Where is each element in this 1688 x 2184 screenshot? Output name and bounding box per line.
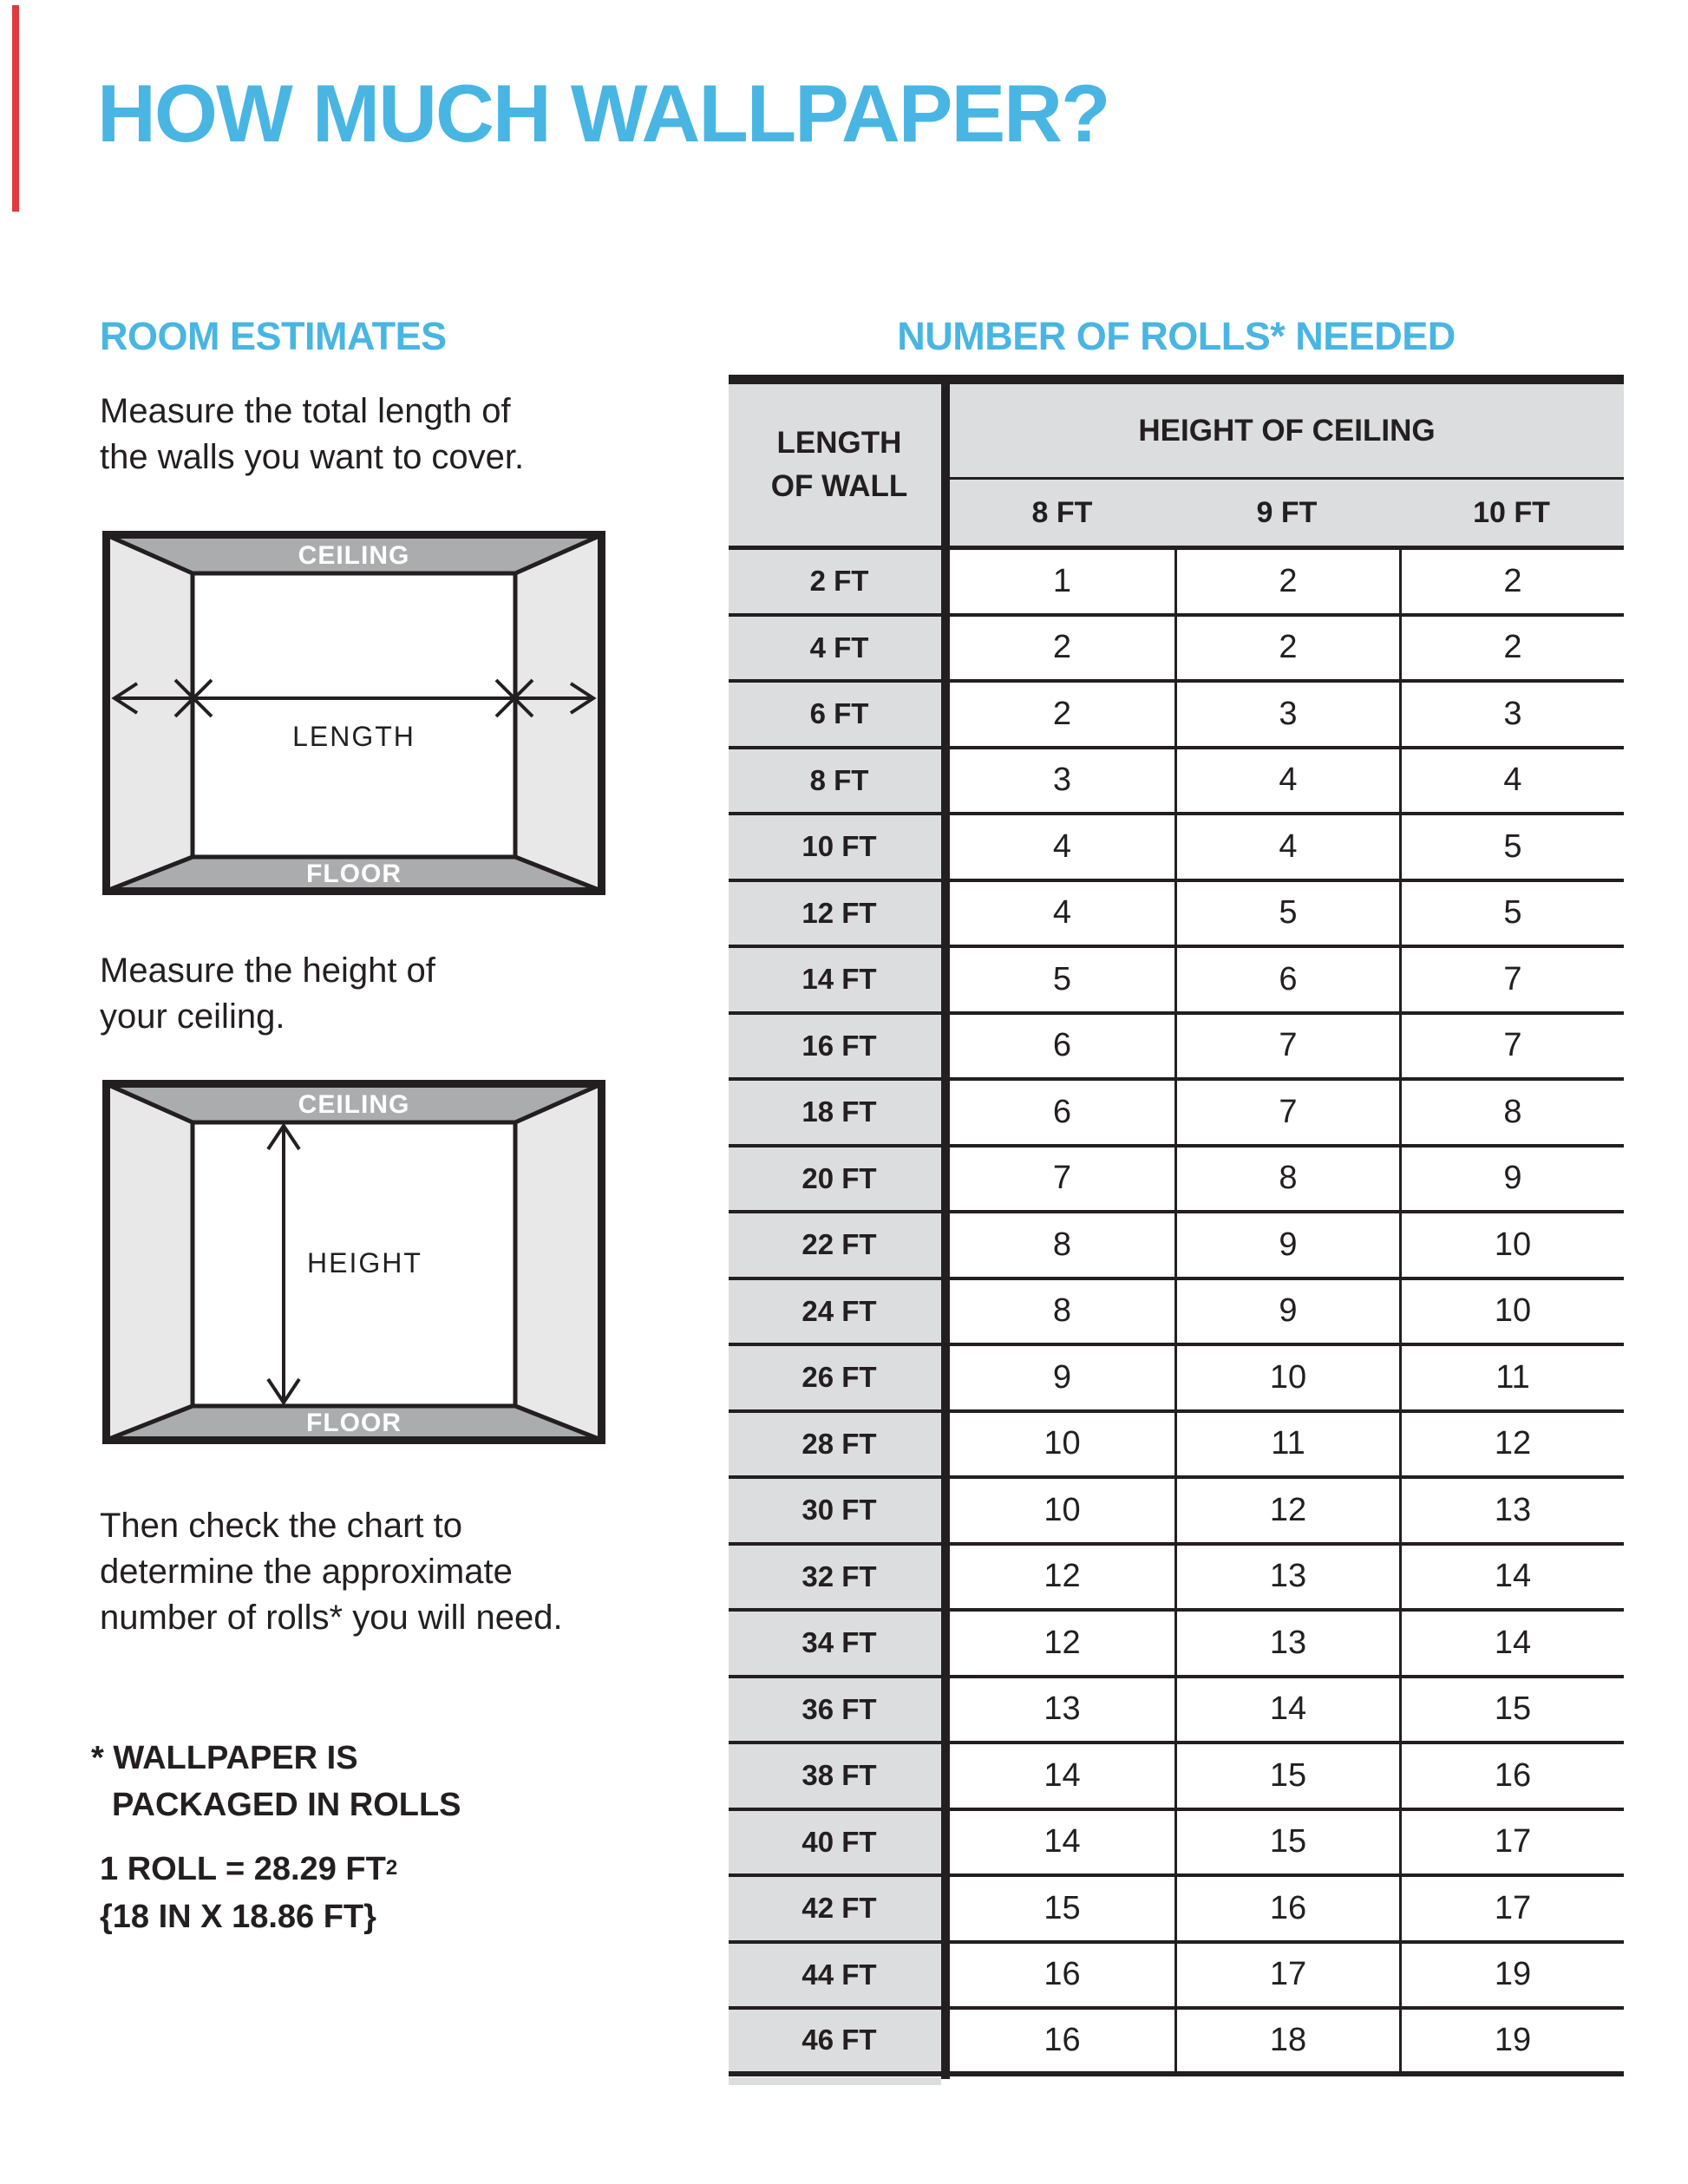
value-cell-8ft: 15: [950, 1877, 1174, 1944]
row-label-cell: 38 FT: [729, 1744, 950, 1811]
floor-label: FLOOR: [306, 1409, 402, 1437]
row-label-cell: 12 FT: [729, 882, 950, 949]
room-diagram-height: [102, 1080, 605, 1444]
value-cell-8ft: 4: [950, 815, 1174, 882]
ceiling-label: CEILING: [298, 1090, 410, 1119]
value-cell-10ft: 13: [1399, 1479, 1624, 1546]
back-wall: [193, 573, 515, 857]
value-cell-8ft: 1: [950, 550, 1174, 617]
value-cell-9ft: 7: [1174, 1081, 1399, 1148]
column-header-10ft: 10 FT: [1473, 495, 1550, 529]
value-cell-8ft: 8: [950, 1213, 1174, 1280]
table-row-header-cell: [729, 384, 950, 546]
rolls-table: [729, 550, 1624, 2076]
instruction-line: Measure the total length of: [100, 392, 511, 430]
row-label-cell: 28 FT: [729, 1413, 950, 1480]
row-header-line: LENGTH: [776, 426, 902, 460]
footnote-rolls: [91, 1735, 461, 1828]
value-cell-10ft: 17: [1399, 1811, 1624, 1878]
row-label-cell: 42 FT: [729, 1877, 950, 1944]
instruction-check-chart: [100, 1503, 563, 1641]
ceiling-label: CEILING: [298, 541, 410, 570]
value-cell-9ft: 13: [1174, 1546, 1399, 1612]
value-cell-10ft: 8: [1399, 1081, 1624, 1148]
value-cell-9ft: 5: [1174, 882, 1399, 949]
row-label-cell: 16 FT: [729, 1015, 950, 1082]
instruction-line: Measure the height of: [100, 951, 435, 990]
value-cell-8ft: 2: [950, 617, 1174, 683]
value-cell-9ft: 4: [1174, 815, 1399, 882]
value-cell-9ft: 11: [1174, 1413, 1399, 1480]
superscript-2: 2: [385, 1856, 398, 1880]
row-label-cell: 4 FT: [729, 617, 950, 683]
value-cell-9ft: 16: [1174, 1877, 1399, 1944]
instruction-line: determine the approximate: [100, 1553, 513, 1591]
row-label-cell: 30 FT: [729, 1479, 950, 1546]
value-cell-8ft: 6: [950, 1081, 1174, 1148]
value-cell-10ft: 14: [1399, 1546, 1624, 1612]
page-title: HOW MUCH WALLPAPER?: [97, 68, 1109, 159]
value-cell-8ft: 16: [950, 2010, 1174, 2076]
row-label-cell: 40 FT: [729, 1811, 950, 1878]
value-cell-8ft: 10: [950, 1413, 1174, 1480]
value-cell-9ft: 2: [1174, 617, 1399, 683]
column-header-9ft: 9 FT: [1256, 495, 1318, 529]
value-cell-8ft: 6: [950, 1015, 1174, 1082]
value-cell-8ft: 14: [950, 1744, 1174, 1811]
value-cell-9ft: 10: [1174, 1346, 1399, 1413]
row-header-line: OF WALL: [770, 469, 908, 503]
value-cell-8ft: 13: [950, 1678, 1174, 1745]
instruction-measure-height: [100, 948, 435, 1040]
value-cell-8ft: 2: [950, 683, 1174, 749]
value-cell-9ft: 9: [1174, 1213, 1399, 1280]
row-label-cell: 46 FT: [729, 2010, 950, 2076]
row-label-cell: 10 FT: [729, 815, 950, 882]
value-cell-9ft: 6: [1174, 948, 1399, 1015]
value-cell-10ft: 4: [1399, 749, 1624, 816]
value-cell-9ft: 3: [1174, 683, 1399, 749]
value-cell-8ft: 7: [950, 1148, 1174, 1214]
value-cell-8ft: 5: [950, 948, 1174, 1015]
value-cell-10ft: 12: [1399, 1413, 1624, 1480]
value-cell-8ft: 10: [950, 1479, 1174, 1546]
value-cell-10ft: 3: [1399, 683, 1624, 749]
value-cell-10ft: 9: [1399, 1148, 1624, 1214]
value-cell-10ft: 17: [1399, 1877, 1624, 1944]
column-group-header: HEIGHT OF CEILING: [1138, 413, 1436, 448]
value-cell-8ft: 16: [950, 1944, 1174, 2011]
row-label-cell: 34 FT: [729, 1612, 950, 1678]
row-label-cell: 24 FT: [729, 1280, 950, 1347]
value-cell-10ft: 14: [1399, 1612, 1624, 1678]
row-label-cell: 14 FT: [729, 948, 950, 1015]
value-cell-9ft: 9: [1174, 1280, 1399, 1347]
table-vertical-divider: [941, 384, 950, 2079]
section-title-rolls-needed: NUMBER OF ROLLS* NEEDED: [897, 314, 1456, 358]
value-cell-10ft: 10: [1399, 1280, 1624, 1347]
footnote-line: * WALLPAPER IS: [91, 1740, 358, 1776]
length-label: LENGTH: [292, 721, 415, 752]
row-label-cell: 22 FT: [729, 1213, 950, 1280]
roll-dimensions-line: {18 IN X 18.86 FT}: [100, 1899, 376, 1935]
row-label-cell: 36 FT: [729, 1678, 950, 1745]
instruction-line: Then check the chart to: [100, 1507, 463, 1545]
column-header-8ft: 8 FT: [1031, 495, 1093, 529]
value-cell-9ft: 15: [1174, 1744, 1399, 1811]
value-cell-8ft: 3: [950, 749, 1174, 816]
row-label-cell: 6 FT: [729, 683, 950, 749]
red-crop-mark: [12, 5, 19, 212]
value-cell-8ft: 8: [950, 1280, 1174, 1347]
value-cell-9ft: 4: [1174, 749, 1399, 816]
value-cell-10ft: 7: [1399, 948, 1624, 1015]
value-cell-10ft: 10: [1399, 1213, 1624, 1280]
value-cell-8ft: 12: [950, 1612, 1174, 1678]
value-cell-10ft: 16: [1399, 1744, 1624, 1811]
value-cell-8ft: 12: [950, 1546, 1174, 1612]
row-label-cell: 2 FT: [729, 550, 950, 617]
value-cell-9ft: 17: [1174, 1944, 1399, 2011]
row-label-cell: 26 FT: [729, 1346, 950, 1413]
row-label-cell: 44 FT: [729, 1944, 950, 2011]
value-cell-10ft: 15: [1399, 1678, 1624, 1745]
value-cell-9ft: 15: [1174, 1811, 1399, 1878]
value-cell-9ft: 7: [1174, 1015, 1399, 1082]
value-cell-9ft: 13: [1174, 1612, 1399, 1678]
section-title-room-estimates: ROOM ESTIMATES: [100, 314, 447, 358]
value-cell-9ft: 18: [1174, 2010, 1399, 2076]
instruction-line: your ceiling.: [100, 997, 285, 1036]
value-cell-8ft: 4: [950, 882, 1174, 949]
floor-label: FLOOR: [306, 860, 402, 888]
row-label-cell: 18 FT: [729, 1081, 950, 1148]
value-cell-10ft: 2: [1399, 550, 1624, 617]
right-wall: [515, 1084, 601, 1440]
value-cell-10ft: 7: [1399, 1015, 1624, 1082]
value-cell-10ft: 11: [1399, 1346, 1624, 1413]
value-cell-10ft: 19: [1399, 1944, 1624, 2011]
table-top-bar: [729, 375, 1624, 384]
label-column-stub: [729, 2077, 941, 2085]
left-wall: [107, 1084, 193, 1440]
roll-size-info: [100, 1844, 397, 1941]
instruction-line: number of rolls* you will need.: [100, 1599, 563, 1637]
instruction-line: the walls you want to cover.: [100, 438, 525, 476]
value-cell-10ft: 19: [1399, 2010, 1624, 2076]
row-label-cell: 20 FT: [729, 1148, 950, 1214]
height-label: HEIGHT: [307, 1247, 422, 1278]
value-cell-10ft: 2: [1399, 617, 1624, 683]
row-label-cell: 32 FT: [729, 1546, 950, 1612]
value-cell-10ft: 5: [1399, 815, 1624, 882]
value-cell-9ft: 14: [1174, 1678, 1399, 1745]
roll-size-line: 1 ROLL = 28.29 $FT^2$: [100, 1851, 398, 1887]
value-cell-8ft: 14: [950, 1811, 1174, 1878]
room-diagram-length: [102, 531, 605, 895]
instruction-measure-length: [100, 389, 524, 481]
value-cell-9ft: 8: [1174, 1148, 1399, 1214]
row-label-cell: 8 FT: [729, 749, 950, 816]
value-cell-8ft: 9: [950, 1346, 1174, 1413]
value-cell-10ft: 5: [1399, 882, 1624, 949]
value-cell-9ft: 2: [1174, 550, 1399, 617]
footnote-line: PACKAGED IN ROLLS: [112, 1787, 461, 1823]
value-cell-9ft: 12: [1174, 1479, 1399, 1546]
